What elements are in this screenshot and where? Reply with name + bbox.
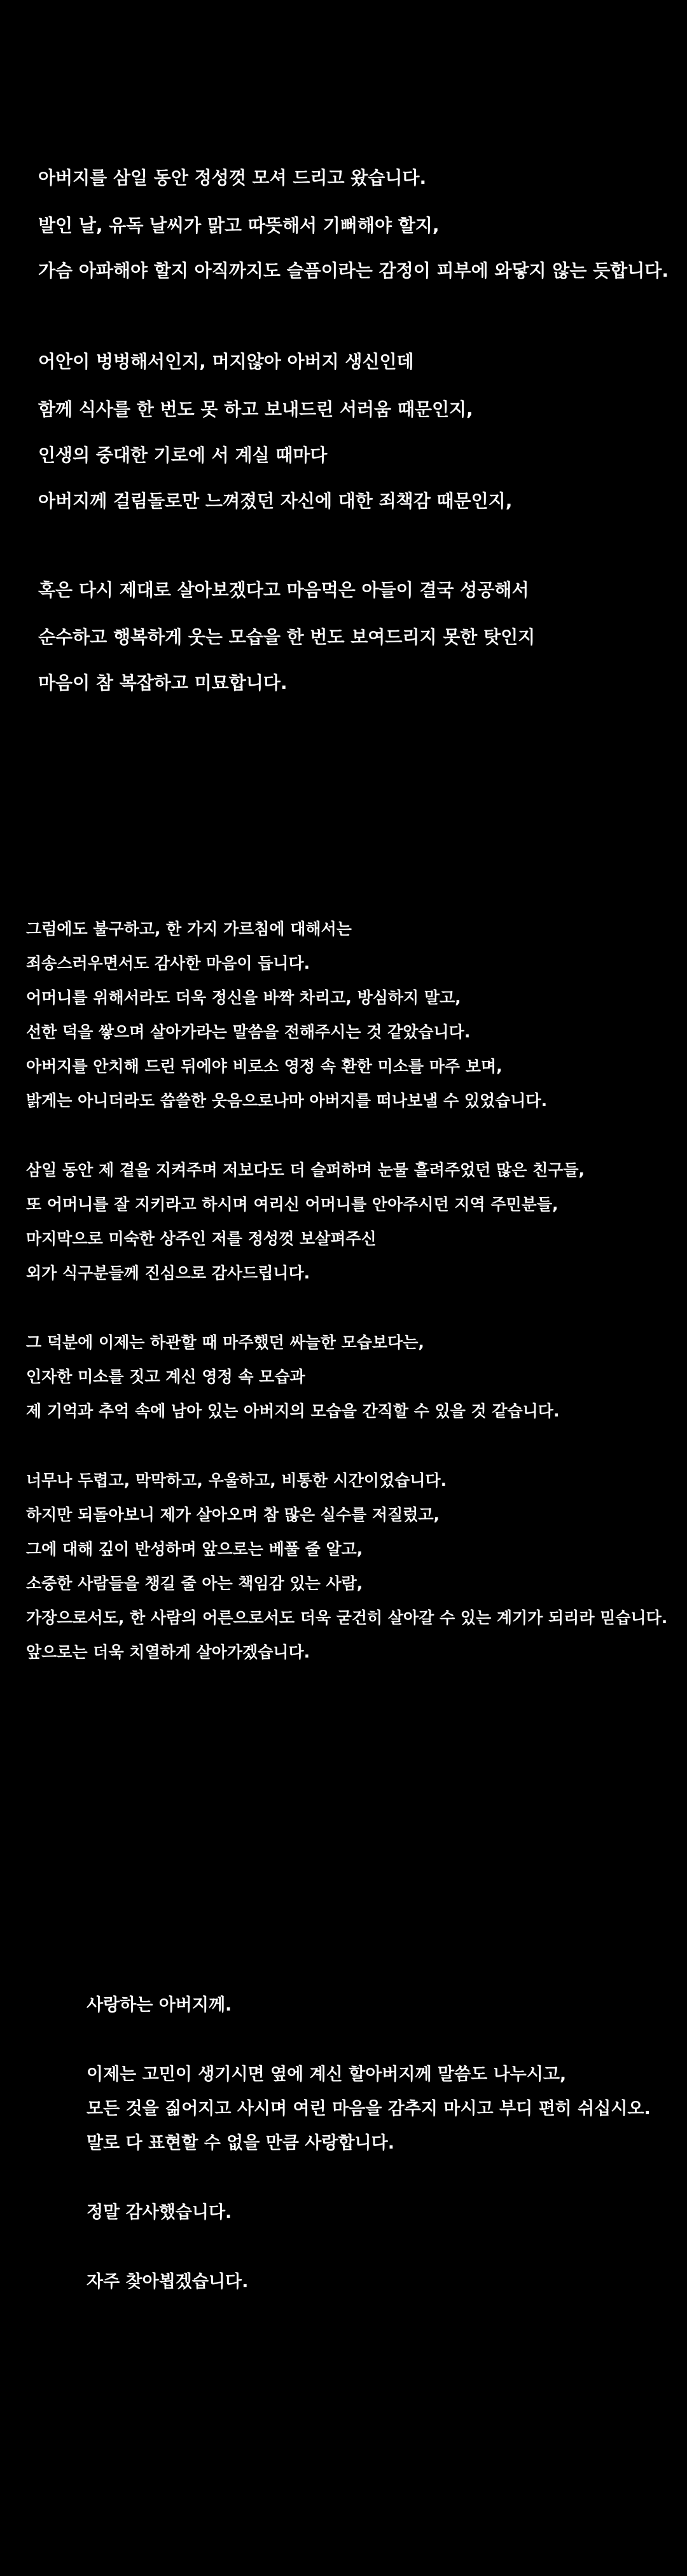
paragraph-line: 선한 덕을 쌓으며 살아가라는 말씀을 전해주시는 것 같았습니다.: [26, 1023, 471, 1041]
paragraph-line: 마음이 참 복잡하고 미묘합니다.: [38, 672, 288, 693]
paragraph-line: 인생의 중대한 기로에 서 계실 때마다: [38, 445, 328, 466]
paragraph-line: 가슴 아파해야 할지 아직까지도 슬픔이라는 감정이 피부에 와닿지 않는 듯합니다.: [38, 260, 669, 281]
paragraph-line: 아버지께 걸림돌로만 느껴졌던 자신에 대한 죄책감 때문인지,: [38, 490, 513, 511]
paragraph-line: 가장으로서도, 한 사람의 어른으로서도 더욱 굳건히 살아갈 수 있는 계기가 되리라 믿습니다.: [26, 1609, 668, 1627]
paragraph-line: 자주 찾아뵙겠습니다.: [87, 2272, 249, 2292]
paragraph-line: 아버지를 안치해 드린 뒤에야 비로소 영정 속 환한 미소를 마주 보며,: [26, 1057, 503, 1076]
paragraph-line: 이제는 고민이 생기시면 옆에 계신 할아버지께 말씀도 나누시고,: [87, 2065, 567, 2084]
paragraph-line: 인자한 미소를 짓고 계신 영정 속 모습과: [26, 1368, 305, 1386]
paragraph-line: 혹은 다시 제대로 살아보겠다고 마음먹은 아들이 결국 성공해서: [38, 579, 529, 600]
paragraph-line: 밝게는 아니더라도 씁쓸한 웃음으로나마 아버지를 떠나보낼 수 있었습니다.: [26, 1091, 548, 1110]
paragraph-line: 모든 것을 짊어지고 사시며 여린 마음을 감추지 마시고 부디 편히 쉬십시오.: [87, 2099, 651, 2119]
paragraph-line: 앞으로는 더욱 치열하게 살아가겠습니다.: [26, 1643, 310, 1661]
paragraph-line: 그에 대해 깊이 반성하며 앞으로는 베풀 줄 알고,: [26, 1540, 363, 1558]
paragraph-line: 발인 날, 유독 날씨가 맑고 따뜻해서 기뻐해야 할지,: [38, 215, 440, 236]
paragraph-line: 또 어머니를 잘 지키라고 하시며 여리신 어머니를 안아주시던 지역 주민분들,: [26, 1195, 559, 1214]
paragraph-line: 아버지를 삼일 동안 정성껏 모셔 드리고 왔습니다.: [38, 167, 427, 188]
paragraph-line: 제 기억과 추억 속에 남아 있는 아버지의 모습을 간직할 수 있을 것 같습니다.: [26, 1402, 560, 1420]
closing-salutation: 사랑하는 아버지께.: [87, 1995, 232, 2015]
paragraph-line: 말로 다 표현할 수 없을 만큼 사랑합니다.: [87, 2133, 394, 2153]
paragraph-line: 함께 식사를 한 번도 못 하고 보내드린 서러움 때문인지,: [38, 399, 473, 420]
paragraph-line: 어머니를 위해서라도 더욱 정신을 바짝 차리고, 방심하지 말고,: [26, 988, 461, 1007]
paragraph-line: 순수하고 행복하게 웃는 모습을 한 번도 보여드리지 못한 탓인지: [38, 627, 536, 647]
paragraph-line: 죄송스러우면서도 감사한 마음이 듭니다.: [26, 954, 310, 973]
paragraph-line: 소중한 사람들을 챙길 줄 아는 책임감 있는 사람,: [26, 1574, 363, 1593]
paragraph-line: 마지막으로 미숙한 상주인 저를 정성껏 보살펴주신: [26, 1229, 377, 1248]
paragraph-line: 하지만 되돌아보니 제가 살아오며 참 많은 실수를 저질렀고,: [26, 1506, 440, 1524]
paragraph-line: 그럼에도 불구하고, 한 가지 가르침에 대해서는: [26, 920, 352, 938]
paragraph-line: 외가 식구분들께 진심으로 감사드립니다.: [26, 1264, 310, 1282]
paragraph-line: 그 덕분에 이제는 하관할 때 마주했던 싸늘한 모습보다는,: [26, 1333, 424, 1352]
paragraph-line: 너무나 두렵고, 막막하고, 우울하고, 비통한 시간이었습니다.: [26, 1471, 447, 1490]
paragraph-line: 삼일 동안 제 곁을 지켜주며 저보다도 더 슬퍼하며 눈물 흘려주었던 많은 친구들,: [26, 1161, 585, 1179]
paragraph-line: 어안이 벙벙해서인지, 머지않아 아버지 생신인데: [38, 351, 414, 372]
paragraph-line: 정말 감사했습니다.: [87, 2203, 232, 2222]
